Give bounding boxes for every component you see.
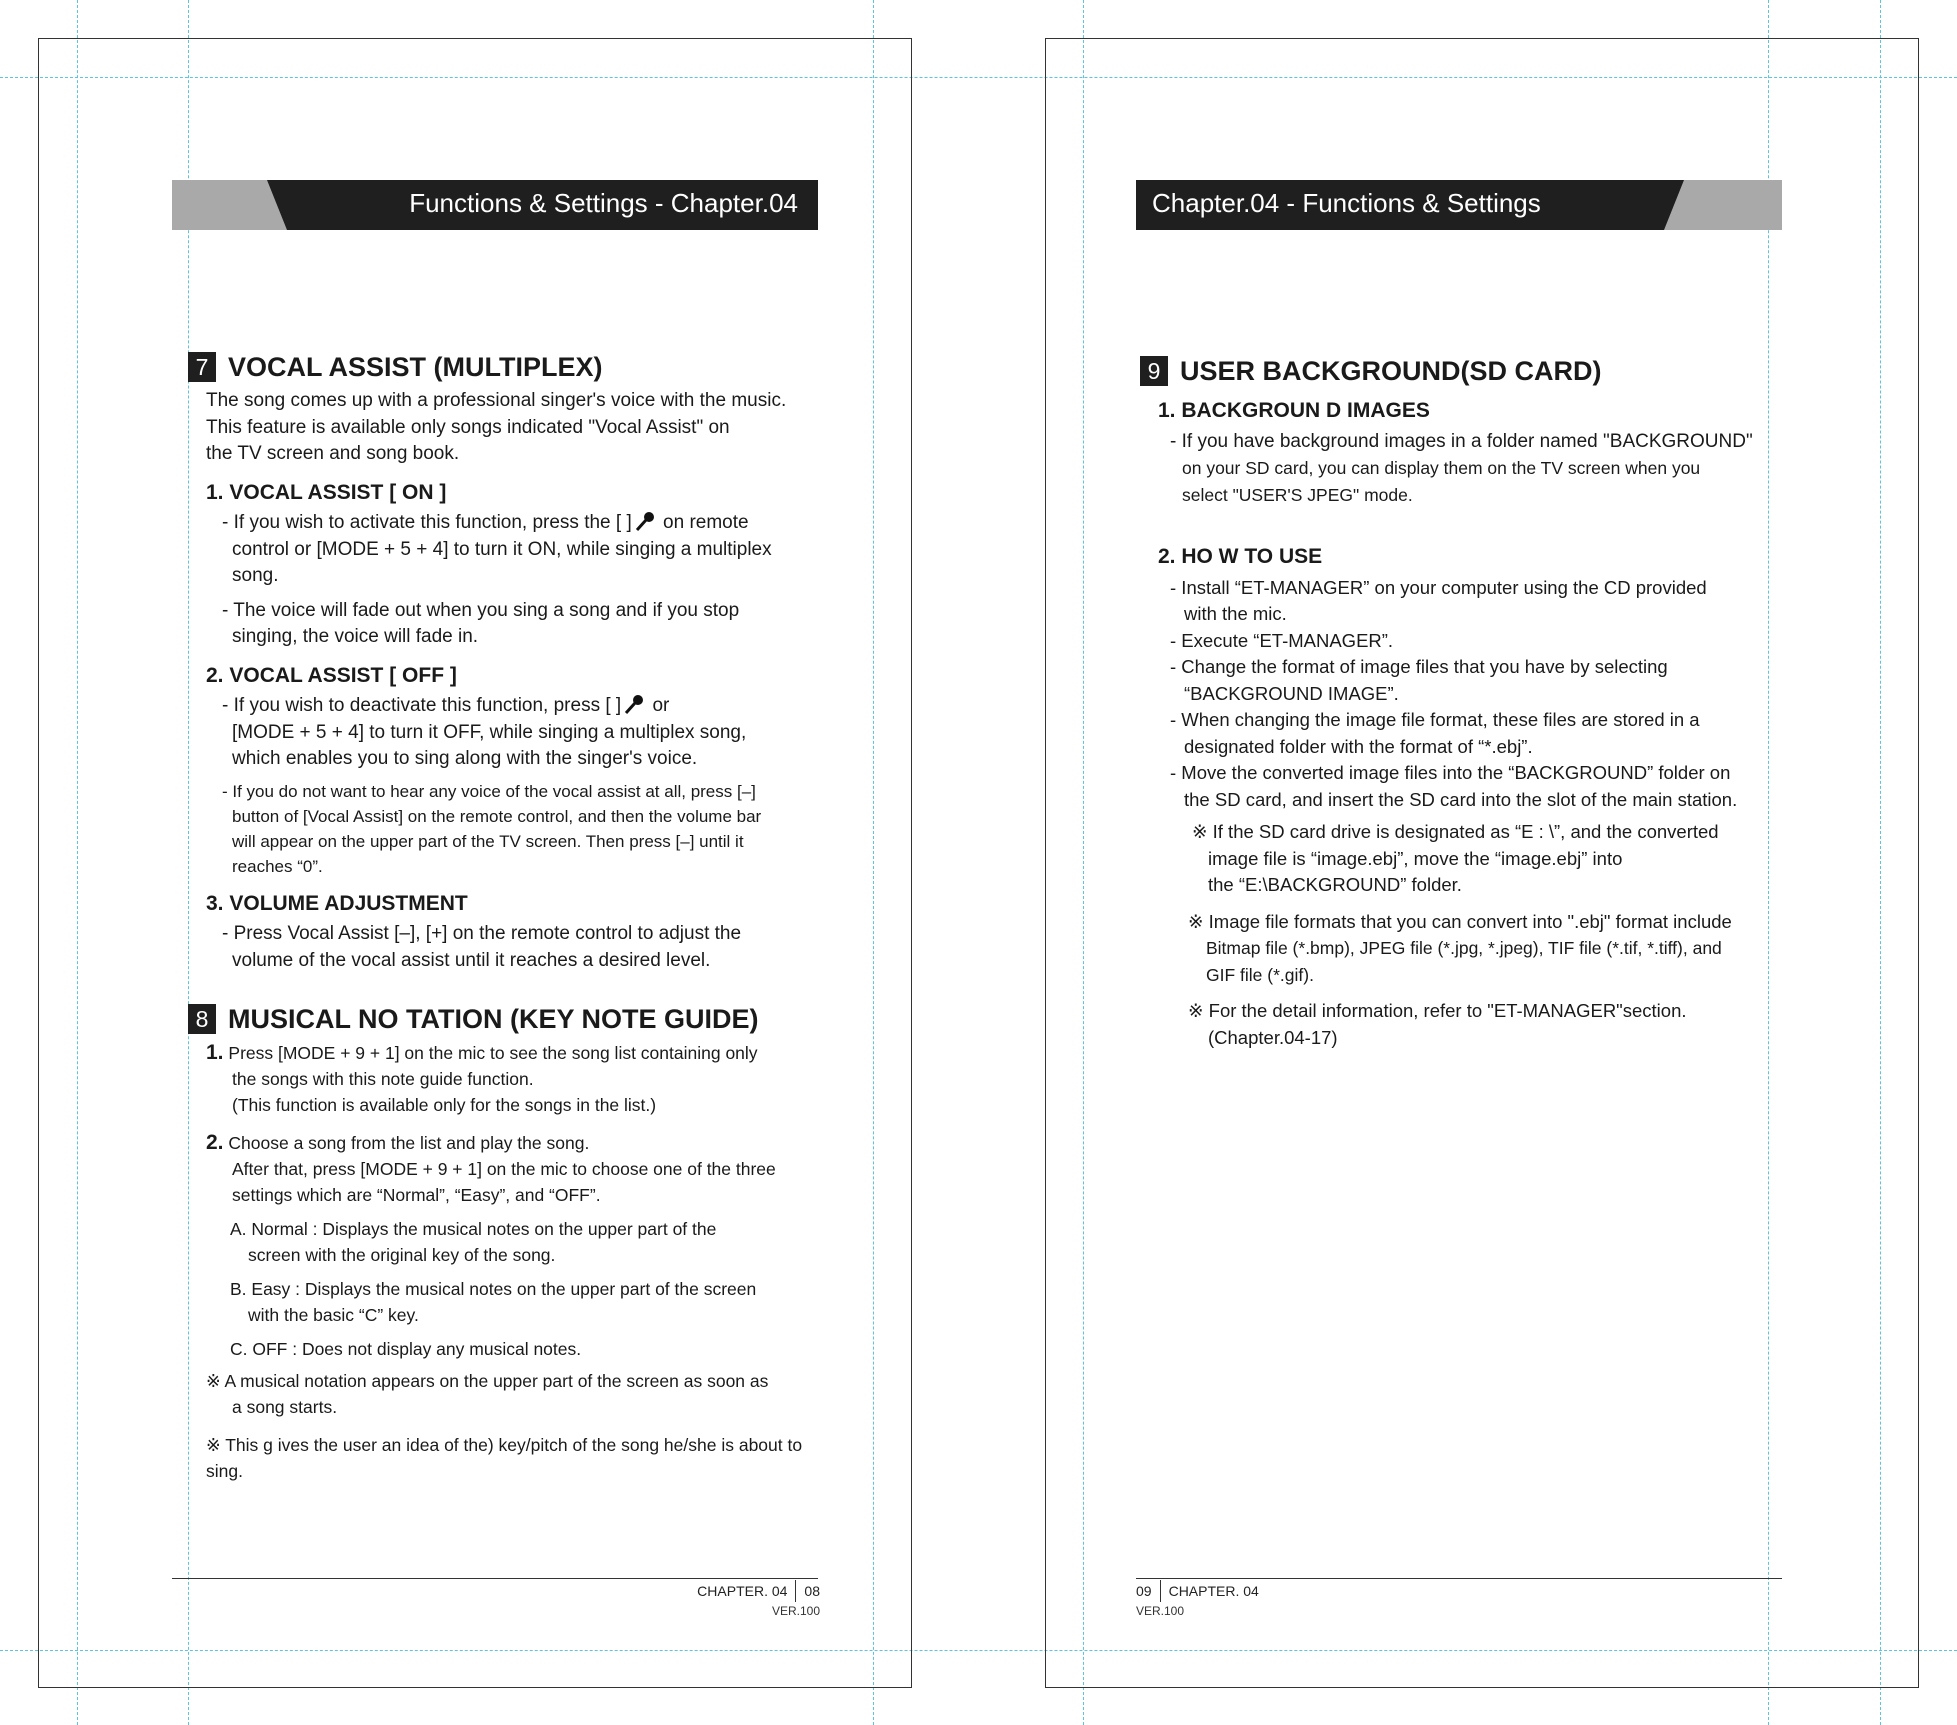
bullet-line: singing, the voice will fade in. [232, 626, 479, 647]
step-line: - Execute “ET-MANAGER”. [1170, 629, 1394, 651]
step-text: Press [MODE + 9 + 1] on the mic to see the song list containing only [228, 1043, 758, 1063]
right-page-header [1136, 180, 1782, 230]
bullet-line [188, 510, 808, 537]
note-line: ※ A musical notation appears on the upper part of the screen as soon as [206, 1371, 769, 1391]
note-line: the “E:\BACKGROUND” folder. [1208, 874, 1462, 895]
section-title: MUSICAL NO TATION (KEY NOTE GUIDE) [228, 1003, 759, 1034]
footer-rule [1136, 1578, 1782, 1579]
bullet-line: song. [232, 565, 279, 586]
subsection-title: 2. VOCAL ASSIST [ OFF ] [206, 663, 457, 687]
note-line: GIF file (*.gif). [1206, 964, 1314, 985]
footer-chapter: CHAPTER. 04 [1168, 1583, 1259, 1599]
section-title: USER BACKGROUND(SD CARD) [1180, 355, 1602, 386]
header-title: Chapter.04 - Functions & Settings [1152, 188, 1541, 218]
step-line: - When changing the image file format, these files are stored in a [1170, 709, 1700, 730]
footer-separator [795, 1580, 796, 1602]
left-footer [697, 1580, 820, 1602]
step-number: 1. [206, 1041, 224, 1064]
left-page-content [188, 352, 808, 1484]
option-line: A. Normal : Displays the musical notes on the upper part of the [230, 1219, 717, 1239]
bullet-line: button of [Vocal Assist] on the remote control, and then the volume bar [232, 806, 762, 826]
bullet-line: - The voice will fade out when you sing a song and if you stop [222, 599, 740, 621]
bullet-line: [MODE + 5 + 4] to turn it OFF, while singing a multiplex song, [232, 721, 747, 743]
text: - If you wish to activate this function, press the [ ] [222, 512, 632, 533]
option-line: C. OFF : Does not display any musical notes. [230, 1339, 582, 1359]
subsection-title: 2. HO W TO USE [1158, 545, 1323, 568]
footer-rule [172, 1578, 818, 1579]
subsection-title: 3. VOLUME ADJUSTMENT [206, 891, 468, 915]
intro-line: This feature is available only songs indicated "Vocal Assist" on [206, 416, 730, 438]
header-title: Functions & Settings - Chapter.04 [409, 188, 798, 218]
note-line: (Chapter.04-17) [1208, 1026, 1338, 1048]
note-line: a song starts. [232, 1397, 338, 1417]
bullet-line: which enables you to sing along with the singer's voice. [232, 748, 698, 769]
microphone-icon [634, 510, 656, 532]
section-number: 7 [188, 352, 216, 382]
subsection-title: 1. BACKGROUN D IMAGES [1158, 399, 1430, 422]
footer-chapter: CHAPTER. 04 [697, 1583, 788, 1599]
step-line: After that, press [MODE + 9 + 1] on the mic to choose one of the three [232, 1159, 776, 1179]
section-heading [188, 352, 808, 382]
note-line: image file is “image.ebj”, move the “image.ebj” into [1208, 847, 1623, 869]
section8-body [188, 1040, 808, 1484]
intro-line: The song comes up with a professional singer's voice with the music. [206, 390, 787, 411]
text: or [647, 695, 670, 716]
bullet-line: control or [MODE + 5 + 4] to turn it ON, while singing a multiplex [232, 538, 772, 560]
step-line: with the mic. [1184, 603, 1287, 624]
option-line: with the basic “C” key. [248, 1305, 419, 1325]
section-title: VOCAL ASSIST (MULTIPLEX) [228, 351, 603, 382]
step-line: - Install “ET-MANAGER” on your computer using the CD provided [1170, 576, 1707, 598]
option-line: B. Easy : Displays the musical notes on the upper part of the screen [230, 1279, 757, 1299]
section-heading [1140, 356, 1760, 386]
note-line: ※ This g ives the user an idea of the) key/pitch of the song he/she is about to sing. [206, 1435, 803, 1481]
step-line: settings which are “Normal”, “Easy”, and “OFF”. [232, 1185, 601, 1205]
small-bullet [188, 779, 808, 879]
page-number: 09 [1136, 1583, 1152, 1599]
step-line: designated folder with the format of “*.ebj”. [1184, 735, 1533, 757]
bullet-line: will appear on the upper part of the TV screen. Then press [–] until it [232, 831, 744, 851]
section-heading [188, 1004, 808, 1034]
right-page-content [1140, 356, 1760, 1051]
section-number: 9 [1140, 356, 1168, 386]
microphone-icon [623, 693, 645, 715]
intro-line: the TV screen and song book. [206, 443, 460, 464]
footer-separator [1160, 1580, 1161, 1602]
version-label: VER.100 [1136, 1604, 1185, 1618]
page-number: 08 [804, 1583, 820, 1599]
step-line: “BACKGROUND IMAGE”. [1184, 682, 1399, 704]
right-footer [1136, 1580, 1259, 1602]
step-line [188, 1040, 808, 1066]
bullet-line: select "USER'S JPEG" mode. [1182, 484, 1413, 505]
version-label: VER.100 [771, 1604, 820, 1618]
how-to-steps [1140, 575, 1760, 1052]
section-number: 8 [188, 1004, 216, 1034]
step-line: - Move the converted image files into the “BACKGROUND” folder on [1170, 762, 1731, 783]
text: - If you wish to deactivate this function, press [ ] [222, 695, 622, 716]
note-line: ※ If the SD card drive is designated as “E : \”, and the converted [1192, 821, 1719, 842]
step-line: - Change the format of image files that you have by selecting [1170, 656, 1668, 677]
bullet-line [188, 693, 808, 720]
bullet-line: - Press Vocal Assist [–], [+] on the remote control to adjust the [222, 923, 742, 944]
bullet-line: on your SD card, you can display them on the TV screen when you [1182, 458, 1701, 478]
step-text: Choose a song from the list and play the song. [228, 1133, 590, 1153]
step-line: the SD card, and insert the SD card into the slot of the main station. [1184, 788, 1738, 810]
bullet-line: reaches “0”. [232, 856, 323, 876]
bullet-line: - If you have background images in a folder named "BACKGROUND" [1170, 430, 1753, 452]
bullet-line: volume of the vocal assist until it reaches a desired level. [232, 949, 711, 971]
step-line: the songs with this note guide function. [232, 1069, 534, 1089]
text: on remote [657, 512, 749, 533]
step-line [188, 1130, 808, 1156]
step-line: (This function is available only for the songs in the list.) [232, 1095, 657, 1115]
note-line: Bitmap file (*.bmp), JPEG file (*.jpg, *.jpeg), TIF file (*.tif, *.tiff), and [1206, 938, 1722, 958]
left-page-header [172, 180, 818, 230]
note-line: ※ Image file formats that you can convert into ".ebj" format include [1188, 910, 1732, 932]
note-line: ※ For the detail information, refer to "ET-MANAGER"section. [1188, 1000, 1687, 1021]
bullet-line: - If you do not want to hear any voice of the vocal assist at all, press [–] [222, 781, 756, 801]
option-line: screen with the original key of the song. [248, 1245, 556, 1265]
subsection-title: 1. VOCAL ASSIST [ ON ] [206, 480, 447, 504]
step-number: 2. [206, 1131, 224, 1154]
